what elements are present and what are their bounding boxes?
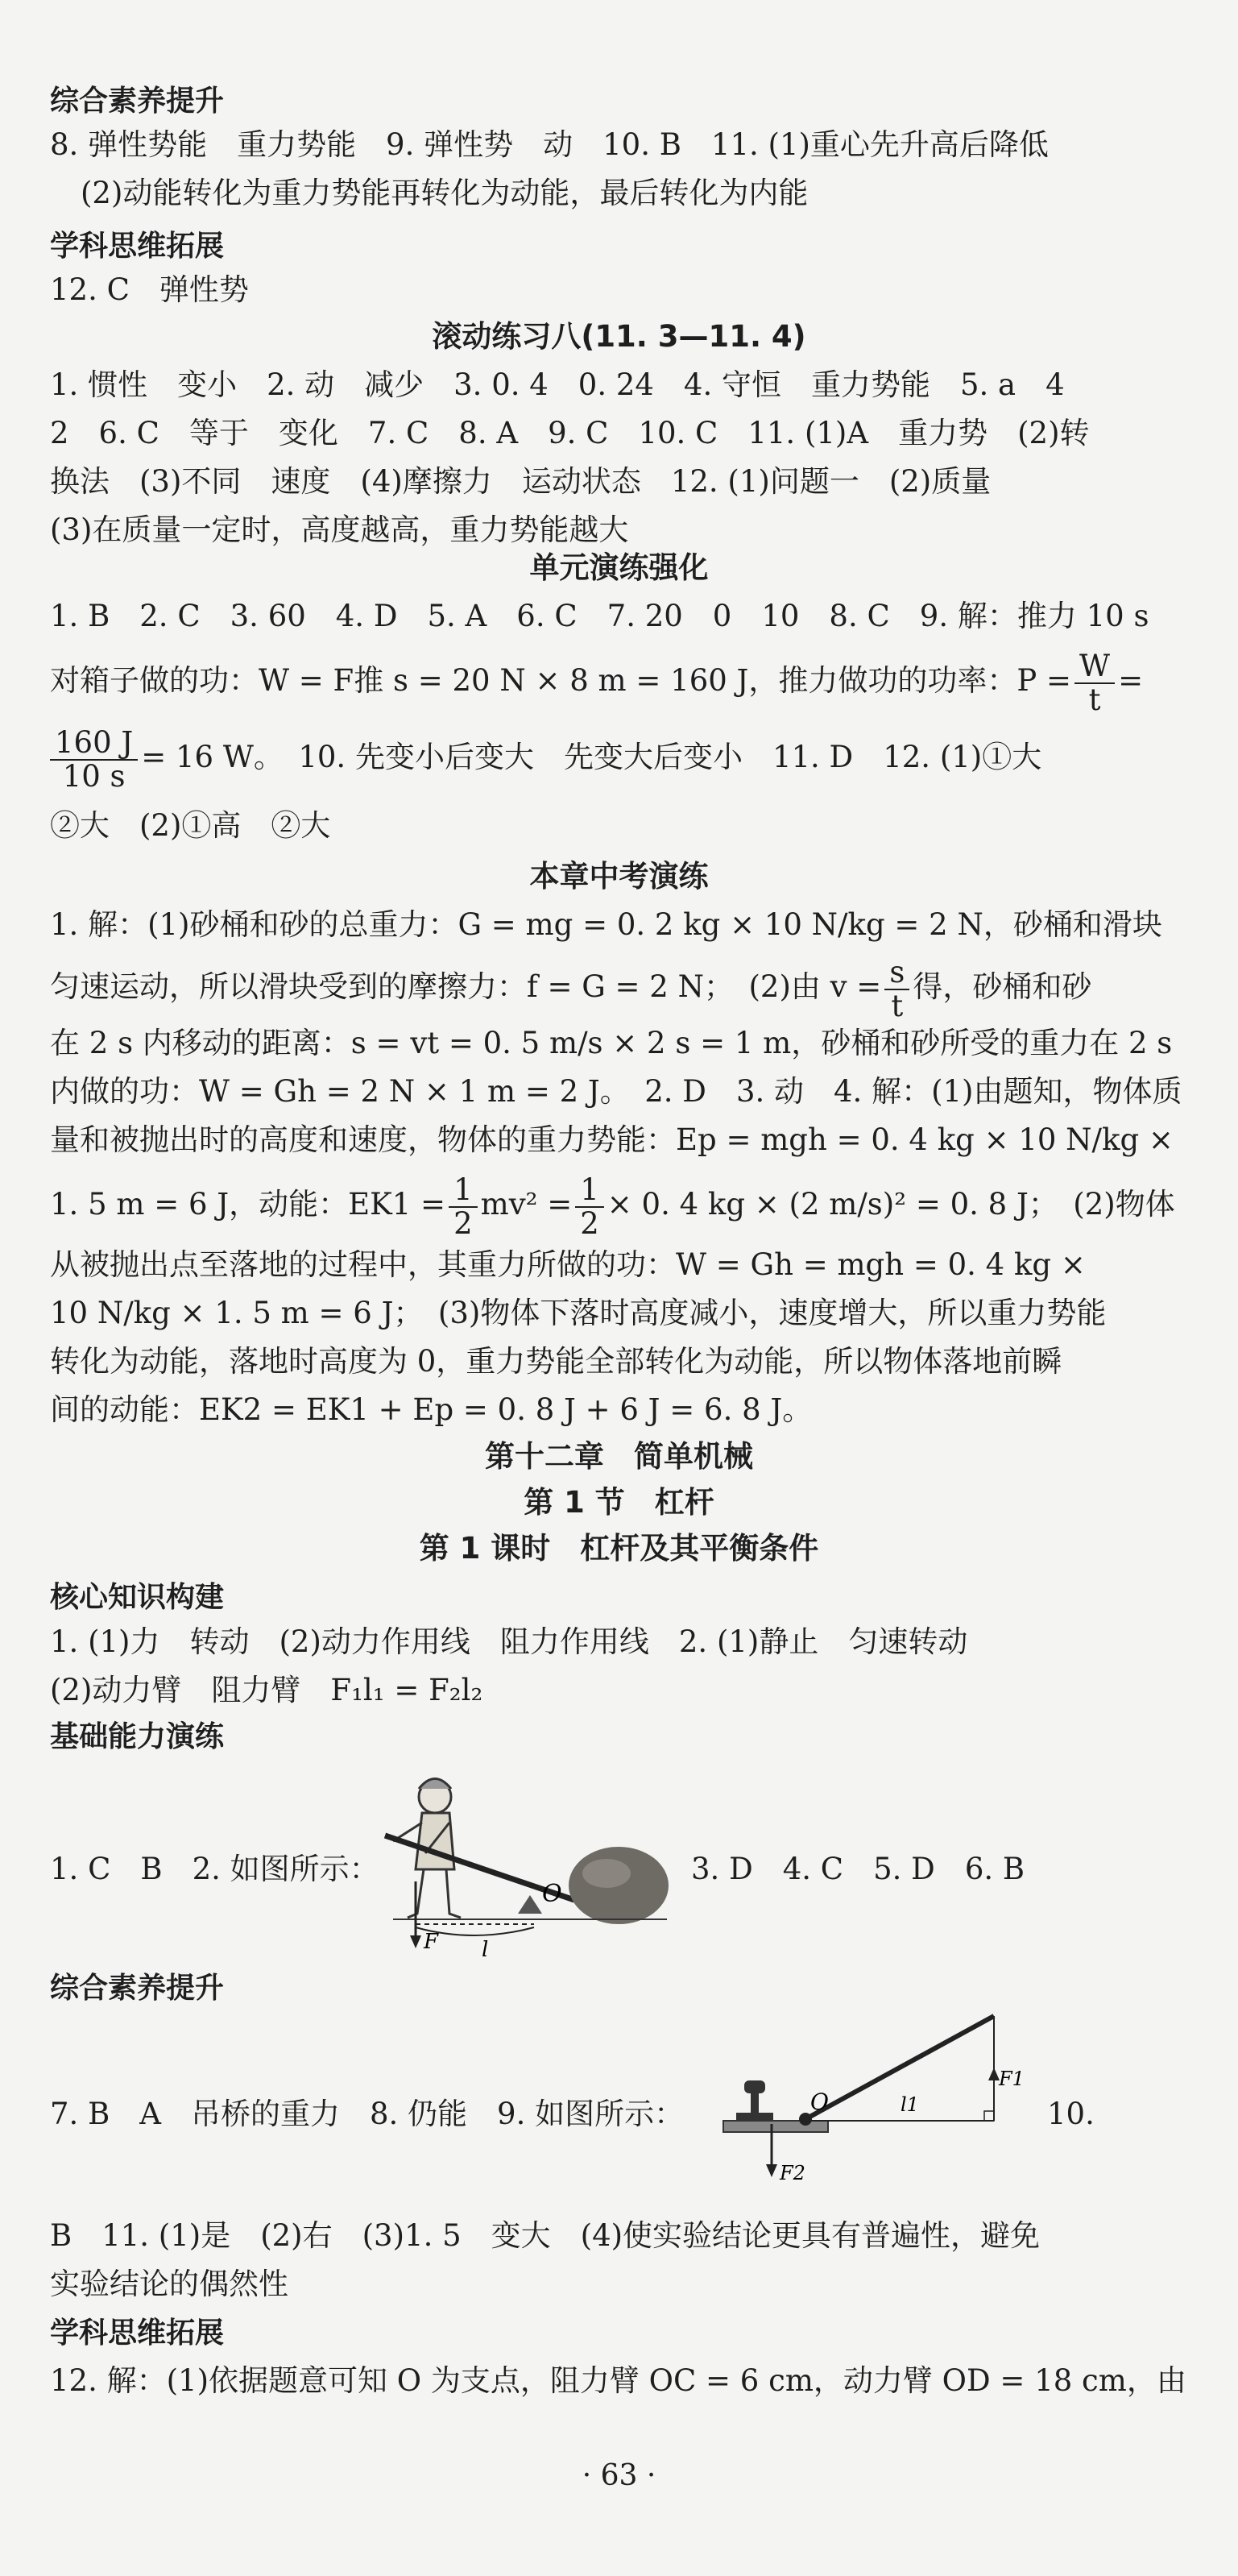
arm-label: l <box>482 1938 489 1962</box>
answer-line: 1. C B 2. 如图所示： <box>50 1852 379 1886</box>
fraction-denominator: 2 <box>453 1205 473 1241</box>
fraction-denominator: 10 s <box>62 758 126 794</box>
answer-line: 从被抛出点至落地的过程中，其重力所做的功：W = Gh = mgh = 0. 4 kg × <box>50 1247 1086 1282</box>
center-title: 本章中考演练 <box>529 859 709 894</box>
force-f1-label: F1 <box>999 2068 1025 2090</box>
answer-line: 转化为动能，落地时高度为 0，重力势能全部转化为动能，所以物体落地前瞬 <box>50 1344 1062 1379</box>
text-segment: 对箱子做的功：W = F推 s = 20 N × 8 m = 160 J，推力做功的功率：P = <box>50 663 1072 698</box>
fraction-numerator: s <box>884 956 909 990</box>
chapter-title: 第十二章 简单机械 <box>485 1439 753 1474</box>
answer-line: 3. D 4. C 5. D 6. B <box>691 1852 1025 1886</box>
fraction-denominator: 2 <box>580 1205 599 1241</box>
answer-line: 1. (1)力 转动 (2)动力作用线 阻力作用线 2. (1)静止 匀速转动 <box>50 1624 968 1659</box>
answer-line: 在 2 s 内移动的距离：s = vt = 0. 5 m/s × 2 s = 1 m，砂桶和砂所受的重力在 2 s <box>50 1026 1173 1060</box>
answer-line <box>50 951 1194 1023</box>
answer-line: B 11. (1)是 (2)右 (3)1. 5 变大 (4)使实验结论更具有普遍性，避免 <box>50 2218 1041 2253</box>
text-segment: = 16 W。 10. 先变小后变大 先变大后变小 11. D 12. (1)①大 <box>141 740 1042 774</box>
answer-line <box>50 1168 1194 1241</box>
fraction-numerator: 1 <box>449 1174 478 1208</box>
answer-line: 量和被抛出时的高度和速度，物体的重力势能：Ep = mgh = 0. 4 kg × 10 N/kg × <box>50 1122 1174 1157</box>
fulcrum-triangle <box>518 1895 542 1914</box>
text-segment: × 0. 4 kg × (2 m/s)² = 0. 8 J； (2)物体 <box>607 1187 1175 1222</box>
fraction-numerator: W <box>1074 650 1115 684</box>
answer-line: 1. 惯性 变小 2. 动 减少 3. 0. 4 0. 24 4. 守恒 重力势能 5. a 4 <box>50 367 1065 402</box>
section-heading: 综合素养提升 <box>50 1972 225 2005</box>
page-number: · 63 · <box>582 2459 656 2492</box>
fraction <box>449 1174 478 1240</box>
answer-line: 实验结论的偶然性 <box>50 2267 288 2301</box>
answer-line <box>50 645 1194 717</box>
center-title: 单元演练强化 <box>529 550 709 585</box>
answer-line: 2 6. C 等于 变化 7. C 8. A 9. C 10. C 11. (1)A 重力势 (2)转 <box>50 416 1090 450</box>
answer-line: 1. B 2. C 3. 60 4. D 5. A 6. C 7. 20 0 10 8. C 9. 解：推力 10 s <box>50 599 1149 633</box>
answer-line: (2)动能转化为重力势能再转化为动能，最后转化为内能 <box>81 176 809 210</box>
arm-l1-label: l1 <box>901 2093 919 2116</box>
fulcrum-label: O <box>542 1880 562 1908</box>
text-segment: 匀速运动，所以滑块受到的摩擦力：f = G = 2 N； (2)由 v = <box>50 969 882 1004</box>
fraction <box>50 724 138 794</box>
answer-line: 8. 弹性势能 重力势能 9. 弹性势 动 10. B 11. (1)重心先升高后降低 <box>50 127 1049 162</box>
answer-line: 12. 解：(1)依据题意可知 O 为支点，阻力臂 OC = 6 cm，动力臂 OD = 18 cm，由 <box>50 2363 1186 2398</box>
fraction-numerator: 160 J <box>50 727 138 761</box>
fraction <box>575 1174 604 1240</box>
section-heading: 核心知识构建 <box>50 1581 225 1614</box>
lesson-title: 第 1 课时 杠杆及其平衡条件 <box>419 1531 819 1566</box>
lever-man-rock-figure <box>377 1765 675 1962</box>
answer-line: 1. 解：(1)砂桶和砂的总重力：G = mg = 0. 2 kg × 10 N/kg = 2 N，砂桶和滑块 <box>50 907 1162 942</box>
fraction <box>884 956 909 1023</box>
fraction-denominator: t <box>1088 682 1101 717</box>
pivot-label: O <box>810 2089 829 2115</box>
force-label: F <box>424 1930 439 1954</box>
answer-line: 10. <box>1047 2097 1095 2131</box>
fraction <box>1074 650 1115 716</box>
answer-line: ②大 (2)①高 ②大 <box>50 808 331 843</box>
section-heading: 基础能力演练 <box>50 1720 225 1753</box>
fraction-numerator: 1 <box>575 1174 604 1208</box>
answer-line: 换法 (3)不同 速度 (4)摩擦力 运动状态 12. (1)问题一 (2)质量 <box>50 464 992 499</box>
text-segment: = <box>1118 663 1144 698</box>
text-segment: 1. 5 m = 6 J，动能：EK1 = <box>50 1187 446 1222</box>
answer-line: 10 N/kg × 1. 5 m = 6 J； (3)物体下落时高度减小，速度增大，所以重力势能 <box>50 1296 1107 1330</box>
section-heading: 综合素养提升 <box>50 85 225 118</box>
answer-line: (2)动力臂 阻力臂 F₁l₁ = F₂l₂ <box>50 1673 483 1707</box>
center-title: 滚动练习八(11. 3—11. 4) <box>432 319 806 354</box>
text-segment: mv² = <box>480 1187 573 1222</box>
drawbridge-lever-figure <box>715 2006 1025 2192</box>
section-title: 第 1 节 杠杆 <box>524 1485 714 1520</box>
fraction-denominator: t <box>891 988 904 1023</box>
answer-line: 12. C 弹性势 <box>50 272 249 307</box>
section-heading: 学科思维拓展 <box>50 230 225 263</box>
text-segment: 得，砂桶和砂 <box>913 969 1092 1004</box>
answer-line: 内做的功：W = Gh = 2 N × 1 m = 2 J。 2. D 3. 动 4. 解：(1)由题知，物体质 <box>50 1074 1182 1109</box>
answer-line: (3)在质量一定时，高度越高，重力势能越大 <box>50 512 629 547</box>
answer-line: 7. B A 吊桥的重力 8. 仍能 9. 如图所示： <box>50 2097 685 2131</box>
bridge-bar <box>805 2016 994 2119</box>
answer-line <box>50 721 1194 794</box>
section-heading: 学科思维拓展 <box>50 2317 225 2350</box>
force-f2-label: F2 <box>780 2162 805 2184</box>
answer-line: 间的动能：EK2 = EK1 + Ep = 0. 8 J + 6 J = 6. 8 J。 <box>50 1392 813 1427</box>
